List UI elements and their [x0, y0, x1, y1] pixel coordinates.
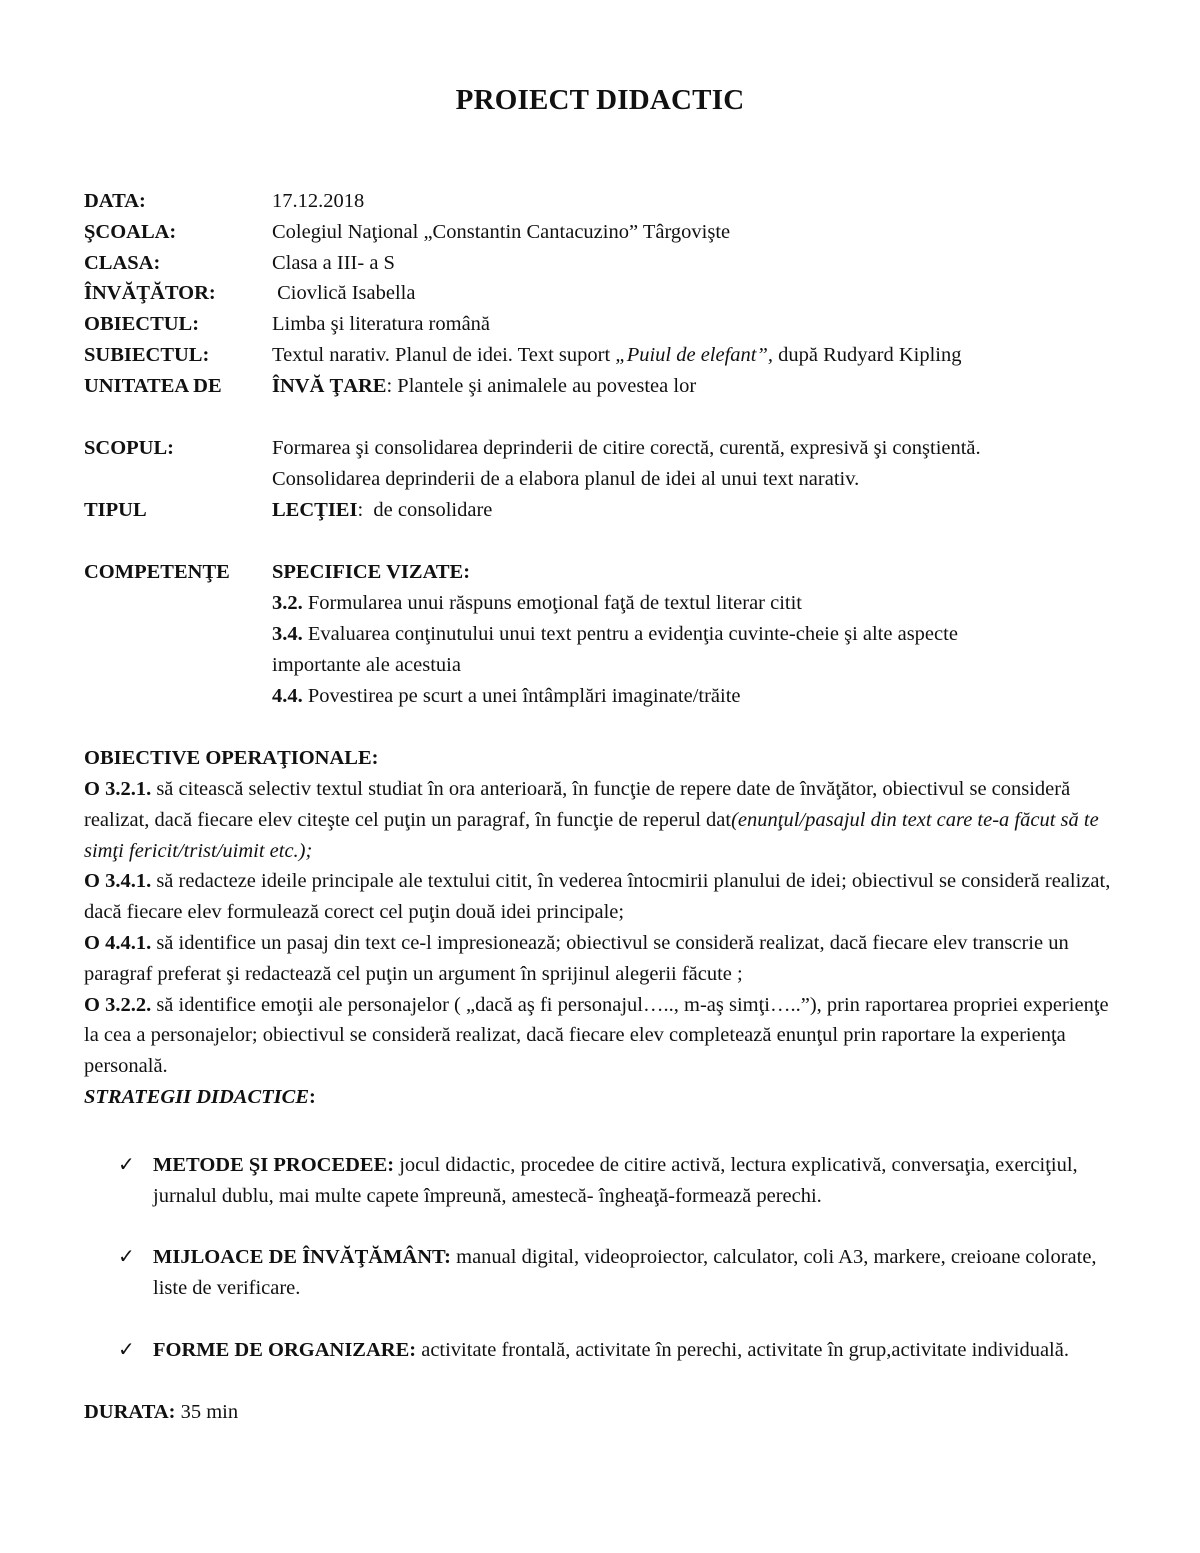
value-clasa: Clasa a III- a S	[272, 252, 395, 274]
competente-heading: SPECIFICE VIZATE:	[272, 561, 471, 583]
competenta-text: Evaluarea conţinutului unui text pentru a evidenţia cuvinte-cheie şi alte aspecte	[302, 623, 958, 645]
label-unitatea: UNITATEA DE	[84, 375, 222, 397]
value-subiectul	[272, 340, 962, 370]
strategie-text: manual digital, videoproiector, calculator, coli A3, markere, creioane colorate, liste de verificare.	[153, 1246, 1097, 1299]
competenta-text: Formularea unui răspuns emoţional faţă de textul literar citit	[302, 592, 802, 614]
strategie-label: MIJLOACE DE ÎNVĂŢĂMÂNT:	[153, 1246, 452, 1268]
competenta-3-4-cont: importante ale acestuia	[272, 654, 461, 676]
tipul-bold: LECŢIEI	[272, 499, 358, 521]
document-title: PROIECT DIDACTIC	[455, 84, 745, 116]
value-scoala: Colegiul Naţional „Constantin Cantacuzino” Târgovişte	[272, 221, 731, 243]
obiective-heading: OBIECTIVE OPERAŢIONALE:	[84, 747, 379, 769]
obiectiv-text: să citească selectiv textul studiat în ora anterioară, în funcţie de repere date de învăţător, obiectivul se consideră realizat, dacă fiecare elev citeşte cel puţin un paragraf, în funcţie de reperul dat	[84, 778, 1071, 831]
label-subiectul: SUBIECTUL:	[84, 344, 210, 366]
label-scopul: SCOPUL:	[84, 437, 174, 459]
label-tipul: TIPUL	[84, 499, 147, 521]
value-obiectul: Limba şi literatura română	[272, 313, 491, 335]
label-obiectul: OBIECTUL:	[84, 313, 200, 335]
strategie-text: activitate frontală, activitate în perechi, activitate în grup,activitate individuală.	[416, 1339, 1069, 1361]
strategii-colon: :	[309, 1085, 316, 1108]
label-invatator: ÎNVĂŢĂTOR:	[84, 282, 216, 304]
subiect-pre: Textul narativ. Planul de idei. Text suport	[272, 344, 616, 366]
scop-line-1: Formarea şi consolidarea deprinderii de citire corectă, curentă, expresivă şi conştientă.	[272, 437, 981, 459]
unitate-bold: ÎNVĂ ŢARE	[272, 375, 387, 397]
obiectiv-text: să redacteze ideile principale ale textului citit, în vederea întocmirii planului de idei; obiectivul se consideră realizat, dacă fiecare elev formulează corect cel puţin două idei principale;	[84, 870, 1111, 924]
competenta-4-4	[272, 681, 741, 711]
strategie-label: FORME DE ORGANIZARE:	[153, 1339, 417, 1361]
obiective-paragraph	[84, 774, 1124, 1113]
label-clasa: CLASA:	[84, 252, 161, 274]
obiectiv-text: să identifice un pasaj din text ce-l impresionează; obiectivul se consideră realizat, dacă fiecare elev transcrie un paragraf preferat şi redactează cel puţin un argument în sprijinul alegerii făcute ;	[84, 931, 1069, 985]
unitate-rest: : Plantele şi animalele au povestea lor	[386, 375, 697, 397]
strategie-text: jocul didactic, procedee de citire activă, lectura explicativă, conversaţia, exerciţiul, jurnalul dublu, mai multe capete împreună, amestecă- îngheaţă-formează perechi.	[153, 1154, 1078, 1207]
label-scoala: ŞCOALA:	[84, 221, 177, 243]
label-data: DATA:	[84, 190, 146, 212]
durata-value: 35 min	[175, 1401, 239, 1423]
durata-row	[84, 1397, 238, 1427]
competenta-code: 4.4.	[272, 685, 303, 707]
obiectiv-text: să identifice emoţii ale personajelor ( „dacă aş fi personajul….., m-aş simţi…..”), prin raportarea propriei experienţe la cea a personajelor; obiectivul se consideră realizat, dacă fiecare elev completează enunţul prin raportare la experienţa personală.	[84, 993, 1109, 1078]
obiectiv-code: O 4.4.1.	[84, 931, 152, 954]
obiectiv-code: O 3.4.1.	[84, 870, 152, 893]
competenta-code: 3.2.	[272, 592, 303, 614]
competenta-code: 3.4.	[272, 623, 303, 645]
checkmark-icon: ✓	[118, 1339, 135, 1361]
obiectiv-code: O 3.2.1.	[84, 778, 152, 800]
strategie-forme	[153, 1335, 1133, 1366]
competenta-3-4	[272, 619, 958, 649]
competenta-3-2	[272, 588, 802, 618]
strategie-label: METODE ŞI PROCEDEE:	[153, 1154, 395, 1176]
durata-label: DURATA:	[84, 1401, 176, 1423]
value-data: 17.12.2018	[272, 190, 365, 212]
checkmark-icon: ✓	[118, 1154, 135, 1176]
label-competente: COMPETENŢE	[84, 561, 230, 583]
obiectiv-italic: (enunţul/pasajul din text care te-a făcut să te simţi fericit/trist/uimit etc.);	[84, 808, 1099, 862]
value-invatator: Ciovlică Isabella	[272, 282, 416, 304]
subiect-title: „Puiul de elefant”,	[615, 344, 774, 366]
subiect-post: după Rudyard Kipling	[773, 344, 962, 366]
value-tipul	[272, 495, 492, 525]
tipul-rest: : de consolidare	[357, 499, 493, 521]
strategie-mijloace	[153, 1242, 1133, 1304]
competenta-text: Povestirea pe scurt a unei întâmplări imaginate/trăite	[302, 685, 741, 707]
value-unitatea	[272, 371, 696, 401]
strategii-heading: STRATEGII DIDACTICE	[84, 1085, 309, 1108]
scop-line-2: Consolidarea deprinderii de a elabora planul de idei al unui text narativ.	[272, 468, 860, 490]
checkmark-icon: ✓	[118, 1246, 135, 1268]
obiectiv-code: O 3.2.2.	[84, 993, 152, 1016]
strategie-metode	[153, 1150, 1133, 1212]
